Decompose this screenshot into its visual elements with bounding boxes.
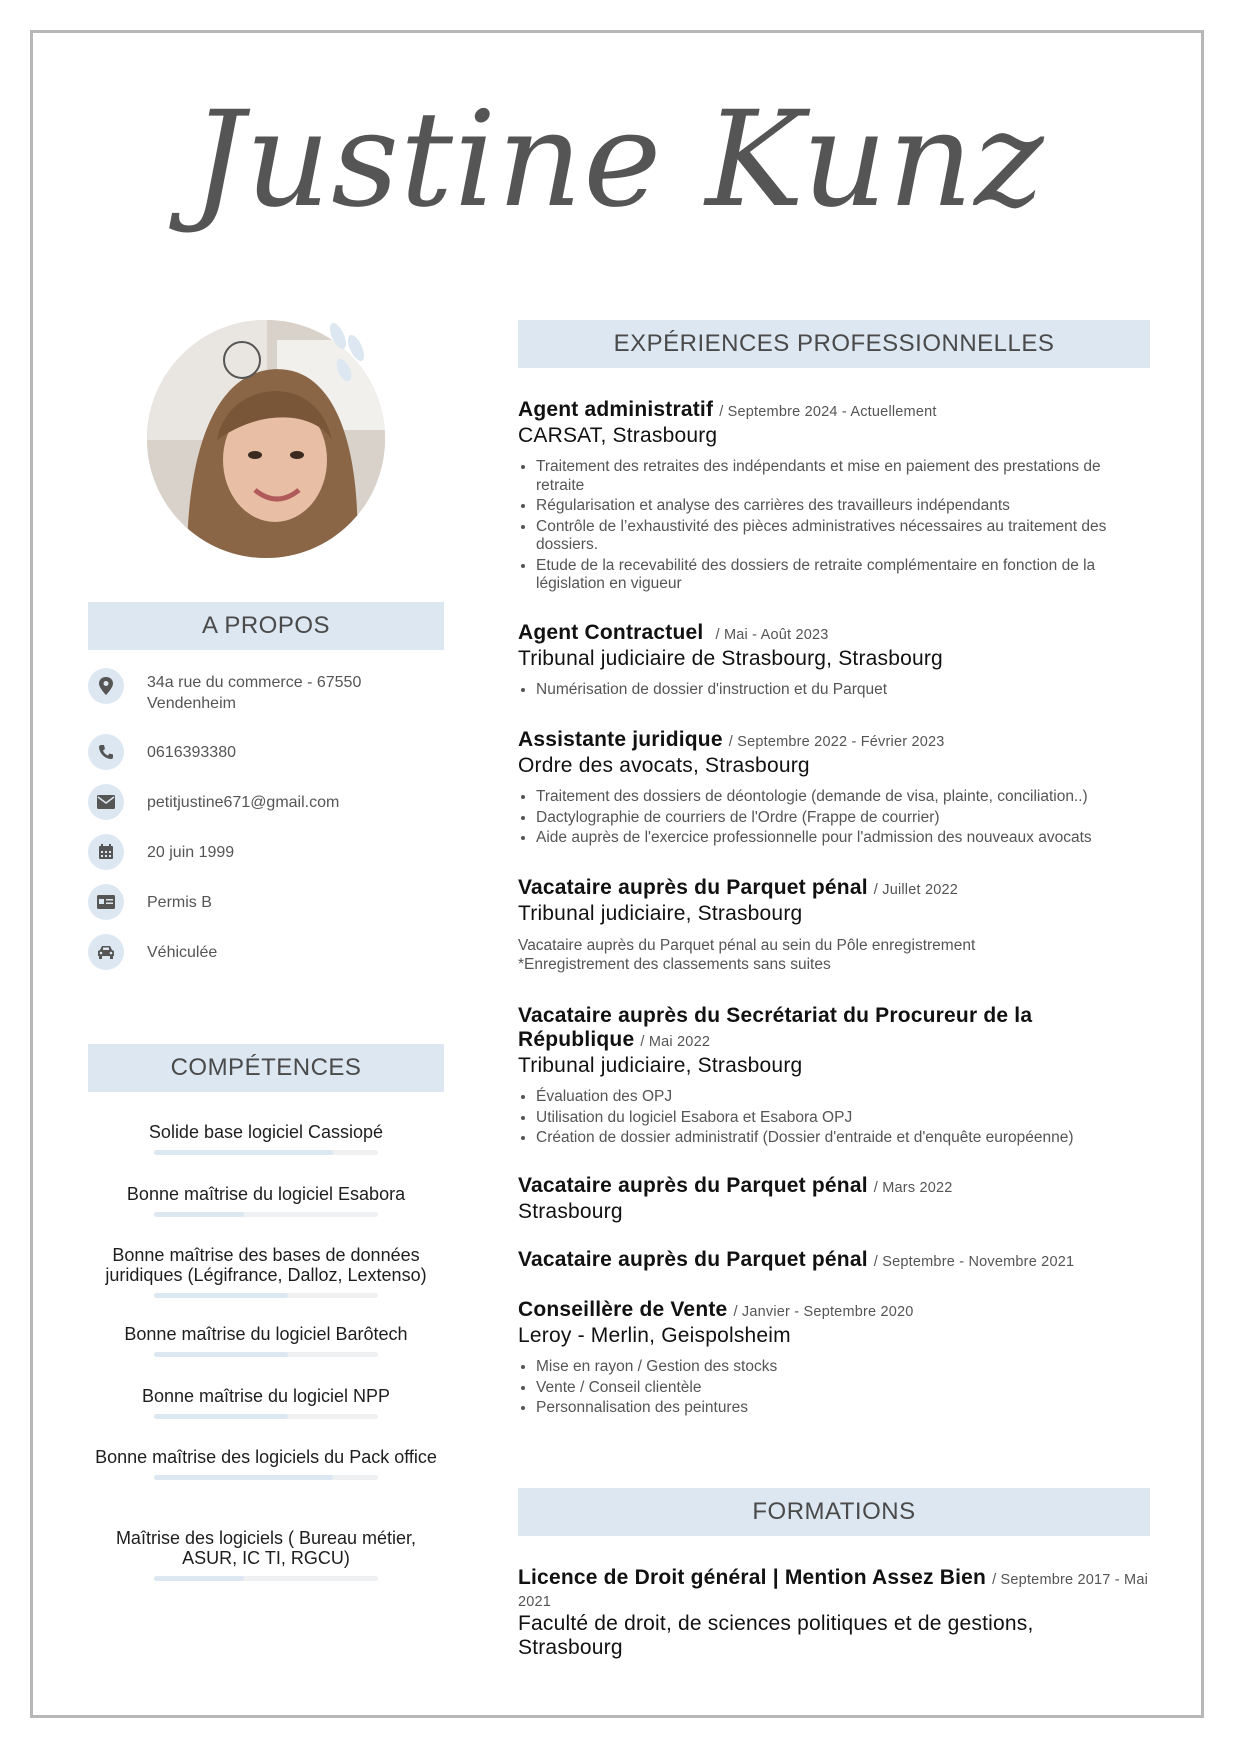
car-icon: [88, 934, 124, 970]
address-text: 34a rue du commerce - 67550 Vendenheim: [147, 674, 362, 712]
job-title: Agent administratif: [518, 398, 714, 421]
job-title: Assistante juridique: [518, 728, 723, 751]
skill-level-bar: [154, 1414, 378, 1419]
skill-item: [88, 1528, 444, 1581]
job-title: Vacataire auprès du Secrétariat du Procureur de la République: [518, 1004, 1033, 1051]
job-date: / Septembre 2022 - Février 2023: [728, 734, 945, 750]
contact-phone: [88, 734, 444, 784]
skill-level-bar: [154, 1150, 378, 1155]
school-name: Faculté de droit, de sciences politiques et de gestions, Strasbourg: [518, 1612, 1034, 1659]
skill-level-fill: [154, 1414, 288, 1419]
email-icon: [88, 784, 124, 820]
job-description: *Enregistrement des classements sans suites: [518, 956, 831, 973]
location-pin-icon: [88, 668, 124, 704]
job-title: Vacataire auprès du Parquet pénal: [518, 1248, 868, 1271]
candidate-name: Justine Kunz: [191, 83, 1045, 237]
job-organization: Leroy - Merlin, Geispolsheim: [518, 1324, 791, 1347]
skill-level-fill: [154, 1150, 333, 1155]
skill-item: [88, 1447, 444, 1480]
contact-address: [88, 668, 444, 734]
job-bullet: • Création de dossier administratif (Dossier d'entraide et d'enquête européenne): [536, 1129, 1150, 1148]
job-date: / Mars 2022: [873, 1180, 953, 1196]
job-entry: [518, 1174, 1150, 1224]
birthdate-text: 20 juin 1999: [147, 844, 235, 861]
skill-item: [88, 1324, 444, 1357]
job-date: / Janvier - Septembre 2020: [733, 1304, 914, 1320]
skill-level-bar: [154, 1212, 378, 1217]
skill-label: Bonne maîtrise des bases de données juridiques (Légifrance, Dalloz, Lextenso): [105, 1245, 427, 1285]
job-organization: Tribunal judiciaire, Strasbourg: [518, 1054, 803, 1077]
experience-heading: EXPÉRIENCES PROFESSIONNELLES: [518, 320, 1150, 368]
job-organization: CARSAT, Strasbourg: [518, 424, 718, 447]
id-card-icon: [88, 884, 124, 920]
skill-label: Bonne maîtrise du logiciel NPP: [141, 1386, 391, 1406]
job-title: Vacataire auprès du Parquet pénal: [518, 1174, 868, 1197]
job-entry: [518, 621, 1150, 702]
job-bullet: • Traitement des retraites des indépendants et mise en paiement des prestations de retraite: [536, 458, 1150, 495]
job-title: Vacataire auprès du Parquet pénal: [518, 876, 868, 899]
email-text: petitjustine671@gmail.com: [147, 794, 340, 811]
skill-item: [88, 1245, 444, 1298]
job-organization: Ordre des avocats, Strasbourg: [518, 754, 810, 777]
job-entry: [518, 1248, 1150, 1274]
skill-level-fill: [154, 1212, 244, 1217]
job-organization: Tribunal judiciaire de Strasbourg, Strasbourg: [518, 647, 943, 670]
job-bullet: • Personnalisation des peintures: [536, 1399, 1150, 1418]
contact-list: [88, 668, 444, 984]
skill-level-fill: [154, 1293, 288, 1298]
contact-vehicle: [88, 934, 444, 984]
job-bullet: • Contrôle de l’exhaustivité des pièces administratives nécessaires au traitement des dossiers.: [536, 518, 1150, 555]
job-bullet: • Évaluation des OPJ: [536, 1088, 1150, 1107]
job-bullet: • Vente / Conseil clientèle: [536, 1379, 1150, 1398]
about-heading: A PROPOS: [88, 602, 444, 650]
skills-heading: COMPÉTENCES: [88, 1044, 444, 1092]
job-title: Conseillère de Vente: [518, 1298, 728, 1321]
contact-license: [88, 884, 444, 934]
skill-level-fill: [154, 1352, 288, 1357]
job-bullet: • Aide auprès de l'exercice professionnelle pour l'admission des nouveaux avocats: [536, 829, 1150, 848]
job-bullet: • Utilisation du logiciel Esabora et Esabora OPJ: [536, 1109, 1150, 1128]
license-text: Permis B: [147, 894, 212, 911]
job-bullet: • Traitement des dossiers de déontologie (demande de visa, plainte, conciliation..): [536, 788, 1150, 807]
job-entry: [518, 1298, 1150, 1420]
job-bullet: • Mise en rayon / Gestion des stocks: [536, 1358, 1150, 1377]
skill-level-fill: [154, 1576, 244, 1581]
skill-level-bar: [154, 1293, 378, 1298]
job-date: / Juillet 2022: [873, 882, 959, 898]
calendar-icon: [88, 834, 124, 870]
skill-item: [88, 1184, 444, 1217]
job-title: Agent Contractuel: [518, 621, 704, 644]
job-entry: [518, 876, 1150, 974]
skill-label: Solide base logiciel Cassiopé: [148, 1122, 384, 1142]
skill-level-fill: [154, 1475, 333, 1480]
job-bullet: • Numérisation de dossier d'instruction et du Parquet: [536, 681, 1150, 700]
job-bullet: • Régularisation et analyse des carrières des travailleurs indépendants: [536, 497, 1150, 516]
job-organization: Strasbourg: [518, 1200, 623, 1223]
contact-birthdate: [88, 834, 444, 884]
job-description: Vacataire auprès du Parquet pénal au sein du Pôle enregistrement: [518, 937, 976, 954]
vehicle-text: Véhiculée: [147, 944, 218, 961]
skill-label: Maîtrise des logiciels ( Bureau métier, ASUR, IC TI, RGCU): [115, 1528, 417, 1568]
job-organization: Tribunal judiciaire, Strasbourg: [518, 902, 803, 925]
job-date: / Septembre - Novembre 2021: [873, 1254, 1075, 1270]
job-entry: [518, 1004, 1150, 1150]
job-date: / Mai 2022: [640, 1034, 711, 1050]
contact-email: [88, 784, 444, 834]
skill-label: Bonne maîtrise du logiciel Esabora: [126, 1184, 406, 1204]
phone-text: 0616393380: [147, 744, 236, 761]
job-entry: [518, 398, 1150, 596]
job-date: / Mai - Août 2023: [715, 627, 829, 643]
skill-label: Bonne maîtrise du logiciel Barôtech: [124, 1324, 408, 1344]
degree-title: Licence de Droit général | Mention Assez Bien: [518, 1566, 987, 1589]
education-entry: [518, 1568, 1150, 1660]
skill-item: [88, 1386, 444, 1419]
decorative-drops-icon: [324, 318, 374, 388]
skill-item: [88, 1122, 444, 1155]
skill-label: Bonne maîtrise des logiciels du Pack office: [95, 1447, 437, 1467]
skill-level-bar: [154, 1352, 378, 1357]
degree-date: / Septembre 2017 - Mai 2021: [518, 1572, 1149, 1610]
job-date: / Septembre 2024 - Actuellement: [719, 404, 937, 420]
job-entry: [518, 728, 1150, 850]
phone-icon: [88, 734, 124, 770]
skill-level-bar: [154, 1475, 378, 1480]
job-bullet: • Dactylographie de courriers de l'Ordre (Frappe de courrier): [536, 809, 1150, 828]
skill-level-bar: [154, 1576, 378, 1581]
education-heading: FORMATIONS: [518, 1488, 1150, 1536]
job-bullet: • Etude de la recevabilité des dossiers de retraite complémentaire en fonction de la législation en vigueur: [536, 557, 1150, 594]
